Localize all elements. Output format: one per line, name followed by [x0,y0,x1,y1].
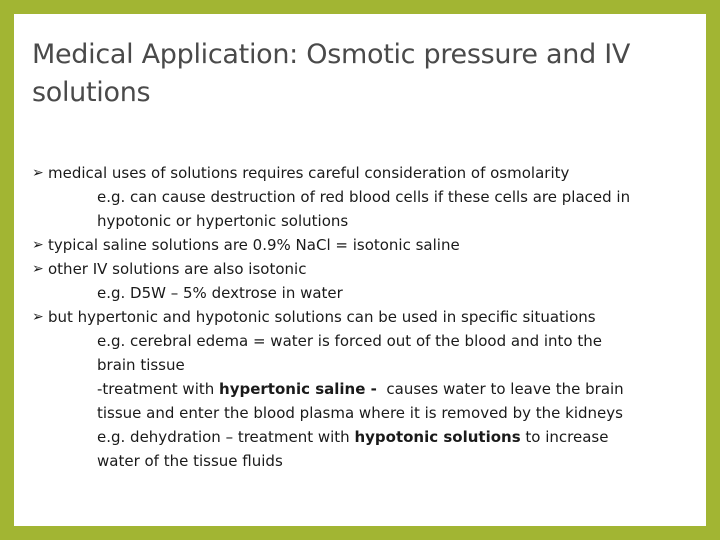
arrow-bullet-icon: ➢ [32,165,44,181]
indented-line [32,425,704,449]
bullet-item [32,161,704,185]
bullet-item [32,233,704,257]
indented-text: hypotonic or hypertonic solutions [97,212,349,230]
bullet-item [32,305,704,329]
indented-text: water of the tissue fluids [97,452,283,470]
indented-line [32,329,704,353]
text-run: -treatment with [97,380,220,398]
title-line-2: solutions [32,77,151,108]
indented-line [32,401,704,425]
indented-text: e.g. can cause destruction of red blood cells if these cells are placed in [97,188,631,206]
indented-line [32,281,704,305]
bullet-text: typical saline solutions are 0.9% NaCl = isotonic saline [48,236,460,254]
indented-line [32,209,704,233]
slide-body [32,161,704,473]
text-run: e.g. dehydration – treatment with [97,428,355,446]
indented-text [97,425,608,449]
slide-title [32,36,702,112]
bullet-text: other IV solutions are also isotonic [48,260,307,278]
bold-term: hypertonic saline - [219,380,377,398]
text-run: to increase [520,428,609,446]
text-run: causes water to leave the brain [376,380,624,398]
arrow-bullet-icon: ➢ [32,237,44,253]
title-line-1: Medical Application: Osmotic pressure and IV [32,39,631,70]
bullet-item [32,257,704,281]
bullet-text: medical uses of solutions requires careful consideration of osmolarity [48,164,570,182]
arrow-bullet-icon: ➢ [32,309,44,325]
indented-text [97,377,624,401]
indented-text: tissue and enter the blood plasma where it is removed by the kidneys [97,404,623,422]
indented-line [32,449,704,473]
indented-line [32,377,704,401]
indented-line [32,185,704,209]
indented-text: e.g. cerebral edema = water is forced out of the blood and into the [97,332,602,350]
bold-term: hypotonic solutions [354,428,521,446]
indented-text: brain tissue [97,356,185,374]
indented-line [32,353,704,377]
slide [14,14,706,526]
indented-text: e.g. D5W – 5% dextrose in water [97,284,343,302]
bullet-text: but hypertonic and hypotonic solutions can be used in specific situations [48,308,596,326]
arrow-bullet-icon: ➢ [32,261,44,277]
